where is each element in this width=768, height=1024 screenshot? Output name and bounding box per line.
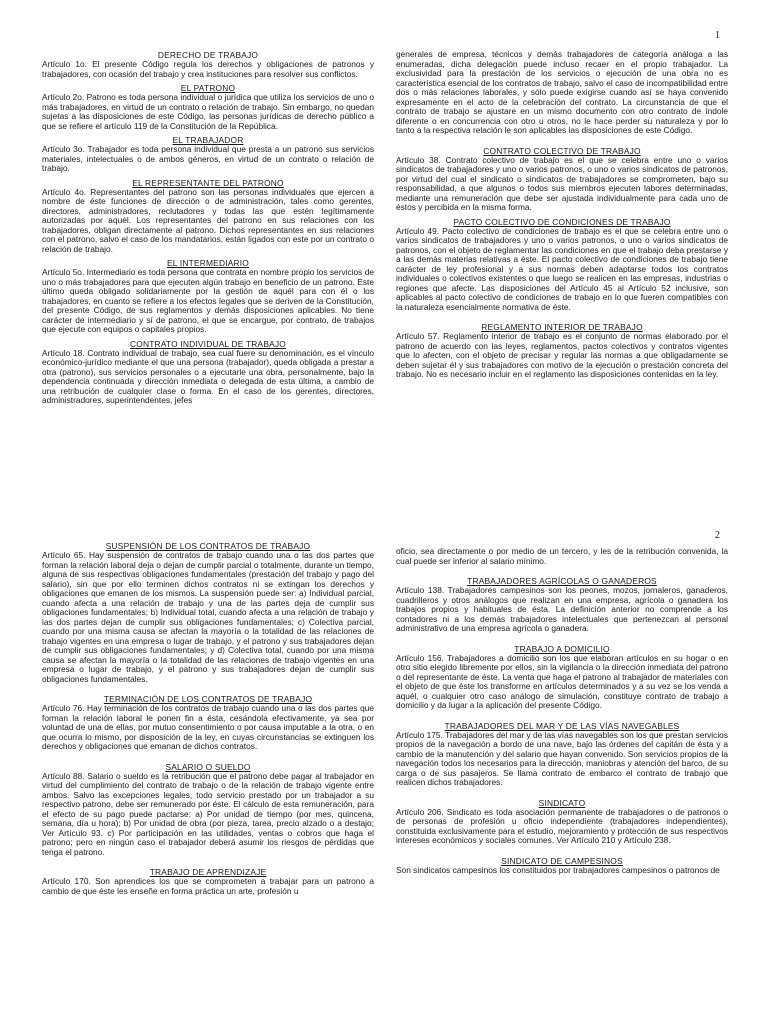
article-text: Artículo 206. Sindicato es toda asociación permanente de trabajadores o de patronos o de personas de profesión u oficio independiente (trabajadores independientes), constituida exclusivamente para el estudio, mejoramiento y protección de sus respectivos intereses económicos y sociales comunes. Ver Artículo 210 y Artículo 238.: [396, 806, 728, 845]
article-text: Artículo 1o. El presente Código regula los derechos y obligaciones de patronos y trabajadores, con ocasión del trabajo y crea instituciones para resolver sus conflictos.: [42, 59, 374, 79]
article-text: Artículo 18. Contrato individual de trabajo, sea cual fuere su denominación, es el vínculo económico-jurídico mediante el que una persona (trabajador), queda obligada a prestar a otra (patrono), sus servicios personales o a ejecutarle una obra, personalmente, bajo la dependencia continuada y dirección inmediata o delegada de esta última, a cambio de una retribución de cualquier clase o forma. En el caso de los gerentes, directores, administradores, superintendentes, jefes: [42, 347, 374, 405]
article-text: Artículo 156. Trabajadores a domicilio son los que elaboran artículos en su hogar o en otro sitio elegido libremente por ellos, sin la vigilancia o la dirección inmediata del patrono o del representante de éste. La venta que haga el patrono al trabajador de materiales con el objeto de que éste los transforme en artículos determinados y a su vez se los venda a aquél, o cualquier otro caso análogo de simulación, constituye contrato de trabajo a domicilio y da lugar a la aplicación del presente Código.: [396, 652, 728, 710]
article-text: Artículo 88. Salario o sueldo es la retribución que el patrono debe pagar al trabajador en virtud del cumplimiento del contrato de trabajo o de la relación de trabajo vigente entre ambos. Salvo las excepciones legales, todo servicio prestado por un trabajador a su respectivo patrono, debe ser remunerado por éste. El cálculo de esta remuneración, para el efecto de su pago puede pactarse: a) Por unidad de tiempo (por mes, quincena, semana, día u hora); b) Por unidad de obra (por pieza, tarea, precio alzado o a destajo; Ver Artículo 93. c) Por participación en las utilidades, ventas o cobros que haga el patrono; pero en ningún caso el trabajador deberá asumir los riesgos de pérdidas que tenga el patrono.: [42, 770, 374, 857]
section-heading: EL INTERMEDIARIO: [167, 258, 249, 268]
article-text: Artículo 175. Trabajadores del mar y de las vías navegables son los que prestan servicios propios de la navegación a bordo de una nave, bajo las órdenes del capitán de ésta y a cambio de la manutención y del salario que hayan convenido. Son servicios propios de la navegación todos los necesarios para la dirección, maniobras y atención del barco, de su carga o de sus pasajeros. Se llama contrato de embarco el contrato de trabajo que realicen dichos trabajadores.: [396, 729, 728, 787]
section-heading: REGLAMENTO INTERIOR DE TRABAJO: [481, 322, 643, 332]
section-heading: TRABAJO DE APRENDIZAJE: [149, 867, 267, 877]
article-text: Artículo 38. Contrato colectivo de trabajo es el que se celebra entre uno o varios sindicatos de trabajadores y uno o varios patronos, o uno o varios sindicatos de patronos, por virtud del cual el sindicato o sindicatos de trabajadores se comprometen, bajo su responsabilidad, a que algunos o todos sus miembros ejecuten labores determinadas, mediante una remuneración que debe ser ajustada individualmente para cada uno de éstos y percibida en la misma forma.: [396, 154, 728, 212]
article-text: Artículo 49. Pacto colectivo de condiciones de trabajo es el que se celebra entre uno o varios sindicatos de trabajadores y uno o varios patronos, o uno o varios sindicatos de patronos, con el objeto de reglamentar las condiciones en que el trabajo deba prestarse y a las demás materias relativas a éste. El pacto colectivo de condiciones de trabajo tiene carácter de ley profesional y a sus normas deben adaptarse todos los contratos individuales o colectivos existentes o que luego se realicen en las empresas, industrias o regiones que afecte. Las disposiciones del Artículo 45 al Artículo 52 inclusive, son aplicables al pacto colectivo de condiciones de trabajo en lo que fueren compatibles con la naturaleza esencialmente normativa de éste.: [396, 225, 728, 312]
section-heading: SINDICATO: [538, 797, 586, 808]
page-number: 1: [715, 30, 720, 41]
section-heading: DERECHO DE TRABAJO: [157, 50, 259, 60]
section-heading: SUSPENSIÓN DE LOS CONTRATOS DE TRABAJO: [105, 541, 311, 551]
section-heading: PACTO COLECTIVO DE CONDICIONES DE TRABAJO: [453, 216, 671, 227]
article-text: Artículo 3o. Trabajador es toda persona individual que presta a un patrono sus servicios materiales, intelectuales o de ambos géneros, en virtud de un contrato o relación de trabajo.: [42, 144, 374, 173]
section-heading: CONTRATO INDIVIDUAL DE TRABAJO: [130, 338, 286, 349]
section-heading: SALARIO O SUELDO: [165, 761, 251, 772]
left-column: [42, 541, 374, 900]
article-text: Artículo 4o. Representantes del patrono son las personas individuales que ejercen a nombre de éste funciones de dirección o de administración, tales como gerentes, directores, administradores, reclutadores y todas las que estén legítimamente autorizadas por aquél. Los representantes del patrono en sus relaciones con los trabajadores, obligan directamente al patrono. Dichos representantes en sus relaciones con el patrono, salvo el caso de los mandatarios, están ligados con este por un contrato o relación de trabajo.: [42, 186, 374, 254]
left-column: [42, 50, 374, 410]
section-heading: EL TRABAJADOR: [172, 135, 244, 145]
section-heading: TRABAJADORES AGRÍCOLAS O GANADEROS: [467, 576, 657, 586]
article-text: Artículo 170. Son aprendices los que se comprometen a trabajar para un patrono a cambio de que éste les enseñe en forma práctica un arte, profesión u: [42, 876, 374, 896]
section-heading: TRABAJO A DOMICILIO: [514, 643, 610, 654]
article-text: Artículo 138. Trabajadores campesinos son los peones, mozos, jornaleros, ganaderos, cuadrilleros y otros análogos que realizan en una empresa, agrícola o ganadera los trabajos propios y habituales de ésta. La definición anterior no comprende a los contadores ni a los demás trabajadores intelectuales que pertenezcan al personal administrativo de una empresa agrícola o ganadera.: [396, 585, 728, 633]
section-heading: TERMINACIÓN DE LOS CONTRATOS DE TRABAJO: [103, 694, 313, 704]
article-text: Artículo 76. Hay terminación de los contratos de trabajo cuando una o las dos partes que forman la relación laboral le ponen fin a ésta, cesándola efectivamente, ya sea por voluntad de una de ellas, por mutuo consentimiento o por causa imputable a la otra, o en que ocurra lo mismo, por disposición de la ley, en cuyas circunstancias se extinguen los derechos y obligaciones que emanan de dichos contratos.: [42, 703, 374, 751]
article-text: Artículo 2o. Patrono es toda persona individual o jurídica que utiliza los servicios de uno o más trabajadores, en virtud de un contrato o relación de trabajo. Sin embargo, no quedan sujetas a las disposiciones de este Código, las personas jurídicas de derecho público a que se refiere el artículo 119 de la Constitución de la República.: [42, 92, 374, 131]
page-number: 2: [715, 530, 720, 541]
article-text: Artículo 57. Reglamento interior de trabajo es el conjunto de normas elaborado por el patrono de acuerdo con las leyes, reglamentos, pactos colectivos y contratos vigentes que lo afecten, con el objeto de precisar y regular las normas a que obligadamente se deben sujetar él y sus trabajadores con motivo de la ejecución o prestación concreta del trabajo. No es necesario incluir en el reglamento las disposiciones contenidas en la ley.: [396, 331, 728, 379]
section-heading: SINDICATO DE CAMPESINOS: [501, 855, 623, 866]
section-heading: EL REPRESENTANTE DEL PATRONO: [132, 177, 284, 188]
article-text: generales de empresa, técnicos y demás trabajadores de categoría análoga a las enumeradas, dicha delegación puede incluso recaer en el propio trabajador. La exclusividad para la prestación de los servicios o ejecución de una obra no es característica esencial de los contratos de trabajo, salvo el caso de incompatibilidad entre dos o más relaciones laborales, y sólo puede exigirse cuando así se haya convenido expresamente en el acto de la celebración del contrato. La circunstancia de que el contrato de trabajo se ajustare en un mismo documento con otro contrato de índole diferente o en concurrencia con otro u otros, no le hace perder su naturaleza y por lo tanto a la respectiva relación le son aplicables las disposiciones de este Código.: [396, 50, 728, 135]
section-heading: TRABAJADORES DEL MAR Y DE LAS VÍAS NAVEGABLES: [444, 720, 680, 731]
section-heading: EL PATRONO: [180, 83, 236, 93]
right-column: [396, 50, 728, 384]
page-2: [0, 512, 768, 1024]
article-text: Artículo 65. Hay suspensión de contratos de trabajo cuando una o las dos partes que forman la relación laboral deja o dejan de cumplir parcial o totalmente, durante un tiempo, alguna de sus respectivas obligaciones fundamentales (prestación del trabajo y pago del salario), sin que por ello terminen dichos contratos ni se extingan los derechos y obligaciones que emanen de los mismos. La suspensión puede ser: a) Individual parcial, cuando afecta a una relación de trabajo y una de las partes deja de cumplir sus obligaciones fundamentales; b) Individual total, cuando afecta a una relación de trabajo y las dos partes dejan de cumplir sus obligaciones fundamentales; c) Colectiva parcial, cuando por una misma causa se afectan la mayoría o la totalidad de las relaciones de trabajo vigentes en una empresa o lugar de trabajo, y el patrono y sus trabajadores dejan de cumplir sus obligaciones fundamentales; y d) Colectiva total, cuando por una misma causa se afectan la mayoría o la totalidad de las relaciones de trabajo vigentes en una empresa o lugar de trabajo, y el patrono y sus trabajadores dejan de cumplir sus obligaciones fundamentales.: [42, 550, 374, 684]
article-text: Son sindicatos campesinos los constituidos por trabajadores campesinos o patronos de: [396, 864, 720, 875]
right-column: [396, 541, 728, 879]
article-text: Artículo 5o. Intermediario es toda persona que contrata en nombre propio los servicios de uno o más trabajadores para que ejecuten algún trabajo en beneficio de un patrono. Este último queda obligado solidariamente por la gestión de aquél para con él o los trabajadores, en cuanto se refiere a los efectos legales que se deriven de la Constitución, del presente Código, de sus reglamentos y demás disposiciones aplicables. No tiene carácter de intermediario y sí de patrono, el que se encargue, por contrato, de trabajos que ejecute con equipos o capitales propios.: [42, 267, 374, 334]
section-heading: CONTRATO COLECTIVO DE TRABAJO: [483, 145, 641, 156]
article-text: oficio, sea directamente o por medio de un tercero, y les de la retribución convenida, la cual puede ser inferior al salario mínimo.: [396, 546, 728, 566]
